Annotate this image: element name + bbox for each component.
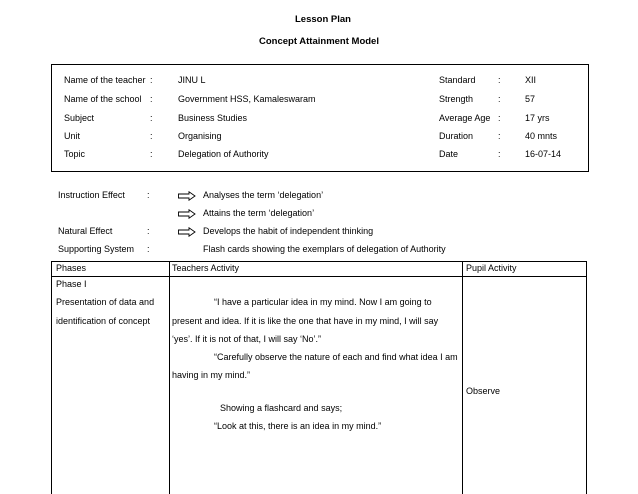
supporting-system-1: Flash cards showing the exemplars of delegation of Authority [203,244,446,254]
phase-description: Presentation of data and [56,297,155,307]
teacher-activity-line: “Carefully observe the nature of each and find what idea I am [214,352,458,362]
colon: : [150,75,153,85]
teacher-activity-line: “I have a particular idea in my mind. Now I am going to [214,297,432,307]
teacher-value: JINU L [178,75,206,85]
table-header-divider [52,276,586,277]
standard-label: Standard [439,75,476,85]
standard-value: XII [525,75,537,85]
date-label: Date [439,149,459,159]
unit-label: Unit [64,131,81,141]
colon: : [150,131,153,141]
activity-table [51,261,587,494]
supporting-system-label: Supporting System [58,244,135,254]
teacher-label: Name of the teacher [64,75,146,85]
pupil-activity-item: Observe [466,386,501,396]
phase-description: identification of concept [56,316,151,326]
instruction-effect-label: Instruction Effect [58,190,125,200]
school-value: Government HSS, Kamaleswaram [178,94,316,104]
colon: : [147,190,150,200]
colon: : [150,94,153,104]
natural-effect-label: Natural Effect [58,226,113,236]
page-title: Lesson Plan [295,14,351,25]
arrow-right-icon [178,227,196,237]
column-header-pupil-activity: Pupil Activity [466,263,517,273]
unit-value: Organising [178,131,222,141]
colon: : [150,149,153,159]
strength-label: Strength [439,94,474,104]
colon: : [498,131,501,141]
phase-title: Phase I [56,279,87,289]
strength-value: 57 [525,94,536,104]
arrow-right-icon [178,209,196,219]
duration-label: Duration [439,131,474,141]
duration-value: 40 mnts [525,131,558,141]
teacher-activity-line: ‘yes’. If it is not of that, I will say ‘No’.” [172,334,322,344]
topic-label: Topic [64,149,86,159]
column-header-phases: Phases [56,263,87,273]
table-column-divider [169,262,170,494]
table-column-divider [462,262,463,494]
colon: : [498,94,501,104]
school-label: Name of the school [64,94,142,104]
instruction-effect-2: Attains the term ‘delegation’ [203,208,315,218]
colon: : [498,149,501,159]
subject-label: Subject [64,113,95,123]
teacher-activity-line: Showing a flashcard and says; [220,403,343,413]
date-value: 16-07-14 [525,149,562,159]
colon: : [498,75,501,85]
age-value: 17 yrs [525,113,550,123]
age-label: Average Age [439,113,491,123]
colon: : [498,113,501,123]
arrow-right-icon [178,191,196,201]
column-header-teachers-activity: Teachers Activity [172,263,240,273]
instruction-effect-1: Analyses the term ‘delegation’ [203,190,324,200]
teacher-activity-line: present and idea. If it is like the one that have in my mind, I will say [172,316,439,326]
colon: : [150,113,153,123]
natural-effect-1: Develops the habit of independent thinking [203,226,374,236]
page-subtitle: Concept Attainment Model [259,36,379,47]
teacher-activity-line: “Look at this, there is an idea in my mind.” [214,421,382,431]
colon: : [147,244,150,254]
topic-value: Delegation of Authority [178,149,269,159]
teacher-activity-line: having in my mind.” [172,370,251,380]
subject-value: Business Studies [178,113,248,123]
colon: : [147,226,150,236]
